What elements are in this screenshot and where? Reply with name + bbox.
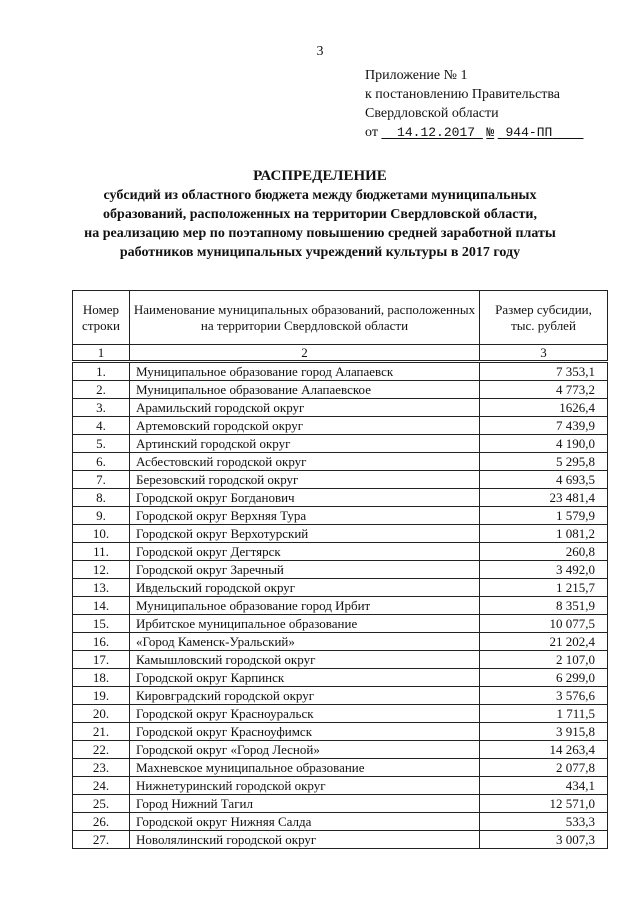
document-title: [0, 167, 640, 262]
table-row: [73, 723, 608, 741]
title-line-4: работников муниципальных учреждений культуры в 2017 году: [119, 245, 521, 260]
subsidy-amount-cell: 260,8: [480, 543, 608, 561]
subsidy-amount-cell: 1 215,7: [480, 579, 608, 597]
row-number-cell: 12.: [73, 561, 130, 579]
appendix-title: Приложение № 1: [365, 68, 468, 83]
subsidy-amount-cell: 1 081,2: [480, 525, 608, 543]
row-number-cell: 27.: [73, 831, 130, 849]
subsidy-amount-cell: 8 351,9: [480, 597, 608, 615]
row-number-cell: 24.: [73, 777, 130, 795]
subsidy-amount-cell: 1 711,5: [480, 705, 608, 723]
subsidy-amount-cell: 7 439,9: [480, 417, 608, 435]
subsidy-amount-cell: 533,3: [480, 813, 608, 831]
row-number-cell: 16.: [73, 633, 130, 651]
subsidy-amount-cell: 2 077,8: [480, 759, 608, 777]
municipality-name-cell: Арамильский городской округ: [130, 399, 480, 417]
municipality-name-cell: Городской округ Красноуральск: [130, 705, 480, 723]
row-number-cell: 13.: [73, 579, 130, 597]
municipality-name-cell: Березовский городской округ: [130, 471, 480, 489]
title-line-1: субсидий из областного бюджета между бюджетами муниципальных: [103, 188, 537, 203]
row-number-cell: 11.: [73, 543, 130, 561]
table-row: [73, 453, 608, 471]
municipality-name-cell: Муниципальное образование город Алапаевск: [130, 362, 480, 381]
subsidy-amount-cell: 5 295,8: [480, 453, 608, 471]
table-row: [73, 759, 608, 777]
row-number-cell: 19.: [73, 687, 130, 705]
municipality-name-cell: Муниципальное образование город Ирбит: [130, 597, 480, 615]
title-heading: РАСПРЕДЕЛЕНИЕ: [253, 168, 387, 184]
row-number-cell: 4.: [73, 417, 130, 435]
municipality-name-cell: Городской округ Верхотурский: [130, 525, 480, 543]
table-row: [73, 362, 608, 381]
row-number-cell: 25.: [73, 795, 130, 813]
appendix-region: Свердловской области: [365, 106, 499, 121]
row-number-cell: 1.: [73, 362, 130, 381]
subsidy-amount-cell: 3 915,8: [480, 723, 608, 741]
table-row: [73, 399, 608, 417]
header-row-number: Номер строки: [73, 291, 130, 345]
subsidy-amount-cell: 6 299,0: [480, 669, 608, 687]
municipality-name-cell: Городской округ Богданович: [130, 489, 480, 507]
column-index: 3: [480, 345, 608, 362]
table-row: [73, 507, 608, 525]
row-number-cell: 10.: [73, 525, 130, 543]
header-subsidy-amount: Размер субсидии, тыс. рублей: [480, 291, 608, 345]
subsidy-amount-cell: 4 773,2: [480, 381, 608, 399]
municipality-name-cell: Асбестовский городской округ: [130, 453, 480, 471]
table-row: [73, 615, 608, 633]
appendix-block: [365, 66, 584, 142]
table-row: [73, 471, 608, 489]
row-number-cell: 14.: [73, 597, 130, 615]
subsidy-amount-cell: 4 693,5: [480, 471, 608, 489]
municipality-name-cell: Город Нижний Тагил: [130, 795, 480, 813]
row-number-cell: 22.: [73, 741, 130, 759]
subsidy-amount-cell: 14 263,4: [480, 741, 608, 759]
municipality-name-cell: Городской округ Карпинск: [130, 669, 480, 687]
subsidy-amount-cell: 23 481,4: [480, 489, 608, 507]
title-line-3: на реализацию мер по поэтапному повышению средней заработной платы: [84, 226, 556, 241]
table-row: [73, 489, 608, 507]
municipality-name-cell: «Город Каменск-Уральский»: [130, 633, 480, 651]
municipality-name-cell: Городской округ Красноуфимск: [130, 723, 480, 741]
row-number-cell: 21.: [73, 723, 130, 741]
date-prefix: от: [365, 125, 378, 140]
table-row: [73, 741, 608, 759]
municipality-name-cell: Махневское муниципальное образование: [130, 759, 480, 777]
table-row: [73, 633, 608, 651]
column-index-row: [73, 345, 608, 362]
subsidy-amount-cell: 3 576,6: [480, 687, 608, 705]
table-row: [73, 597, 608, 615]
table-row: [73, 579, 608, 597]
table-row: [73, 561, 608, 579]
subsidy-amount-cell: 3 007,3: [480, 831, 608, 849]
subsidy-amount-cell: 4 190,0: [480, 435, 608, 453]
subsidy-amount-cell: 10 077,5: [480, 615, 608, 633]
row-number-cell: 2.: [73, 381, 130, 399]
row-number-cell: 18.: [73, 669, 130, 687]
municipality-name-cell: Артинский городской округ: [130, 435, 480, 453]
table-row: [73, 831, 608, 849]
subsidy-amount-cell: 21 202,4: [480, 633, 608, 651]
row-number-cell: 15.: [73, 615, 130, 633]
table-row: [73, 687, 608, 705]
row-number-cell: 8.: [73, 489, 130, 507]
row-number-cell: 23.: [73, 759, 130, 777]
table-row: [73, 543, 608, 561]
column-index: 1: [73, 345, 130, 362]
row-number-cell: 26.: [73, 813, 130, 831]
municipality-name-cell: Городской округ Дегтярск: [130, 543, 480, 561]
table-row: [73, 651, 608, 669]
table-row: [73, 525, 608, 543]
resolution-number: 944-ПП: [505, 125, 553, 140]
table-row: [73, 435, 608, 453]
subsidy-amount-cell: 3 492,0: [480, 561, 608, 579]
municipality-name-cell: Новолялинский городской округ: [130, 831, 480, 849]
municipality-name-cell: Камышловский городской округ: [130, 651, 480, 669]
appendix-date-line: [365, 123, 584, 142]
municipality-name-cell: Кировградский городской округ: [130, 687, 480, 705]
resolution-date: 14.12.2017: [397, 125, 476, 140]
subsidy-amount-cell: 1 579,9: [480, 507, 608, 525]
column-index: 2: [130, 345, 480, 362]
subsidy-amount-cell: 1626,4: [480, 399, 608, 417]
page-number: 3: [316, 44, 324, 59]
row-number-cell: 5.: [73, 435, 130, 453]
table-row: [73, 813, 608, 831]
subsidy-table: [72, 290, 608, 849]
row-number-cell: 17.: [73, 651, 130, 669]
subsidy-amount-cell: 12 571,0: [480, 795, 608, 813]
row-number-cell: 3.: [73, 399, 130, 417]
municipality-name-cell: Городской округ Нижняя Салда: [130, 813, 480, 831]
table-row: [73, 795, 608, 813]
municipality-name-cell: Нижнетуринский городской округ: [130, 777, 480, 795]
municipality-name-cell: Артемовский городской округ: [130, 417, 480, 435]
table-row: [73, 417, 608, 435]
header-municipality-name: Наименование муниципальных образований, расположенных на территории Свердловской области: [130, 291, 480, 345]
row-number-cell: 9.: [73, 507, 130, 525]
subsidy-amount-cell: 7 353,1: [480, 362, 608, 381]
number-sign: №: [486, 125, 495, 140]
table-row: [73, 381, 608, 399]
table-row: [73, 669, 608, 687]
municipality-name-cell: Муниципальное образование Алапаевское: [130, 381, 480, 399]
appendix-resolution-ref: к постановлению Правительства: [365, 87, 561, 102]
municipality-name-cell: Городской округ Верхняя Тура: [130, 507, 480, 525]
municipality-name-cell: Ивдельский городской округ: [130, 579, 480, 597]
table-header-row: [73, 291, 608, 345]
municipality-name-cell: Ирбитское муниципальное образование: [130, 615, 480, 633]
subsidy-amount-cell: 2 107,0: [480, 651, 608, 669]
title-line-2: образований, расположенных на территории Свердловской области,: [103, 207, 537, 222]
row-number-cell: 6.: [73, 453, 130, 471]
table-row: [73, 705, 608, 723]
row-number-cell: 7.: [73, 471, 130, 489]
municipality-name-cell: Городской округ «Город Лесной»: [130, 741, 480, 759]
municipality-name-cell: Городской округ Заречный: [130, 561, 480, 579]
table-row: [73, 777, 608, 795]
subsidy-amount-cell: 434,1: [480, 777, 608, 795]
row-number-cell: 20.: [73, 705, 130, 723]
